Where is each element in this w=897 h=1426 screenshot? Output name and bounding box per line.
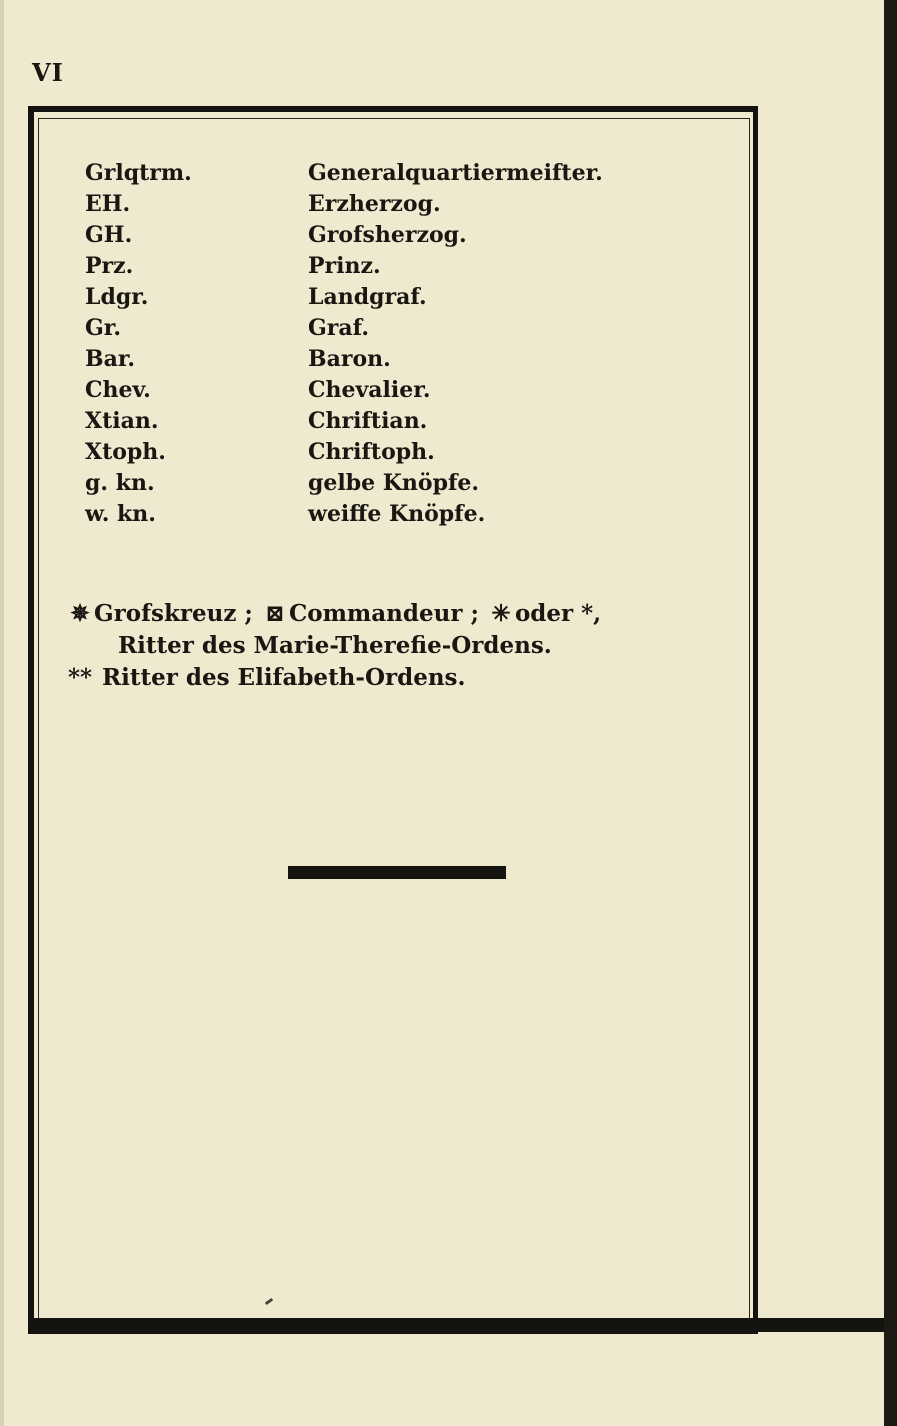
double-asterisk-icon: ** xyxy=(67,664,93,691)
frame-bottom-rule xyxy=(28,1318,884,1332)
abbreviation-row xyxy=(80,313,720,344)
knight-star-icon: ✳ xyxy=(491,600,511,627)
abbreviation: GH. xyxy=(85,222,133,248)
abbreviation-row xyxy=(80,468,720,499)
grand-cross-label: Grofskreuz ; xyxy=(94,600,253,627)
page-number: VI xyxy=(32,58,64,87)
abbreviation-row xyxy=(80,406,720,437)
legend-line-elisabeth xyxy=(66,662,756,694)
order-symbol-legend xyxy=(66,598,756,694)
abbreviation-meaning: Generalquartiermeifter. xyxy=(308,160,603,186)
abbreviation: Ldgr. xyxy=(85,284,149,310)
page-left-edge xyxy=(0,0,4,1426)
abbreviation: Xtian. xyxy=(85,408,159,434)
abbreviation-row xyxy=(80,344,720,375)
abbreviation-meaning: Chriftian. xyxy=(308,408,428,434)
abbreviation-row xyxy=(80,220,720,251)
knight-label: oder *, xyxy=(514,600,602,627)
abbreviation-row xyxy=(80,282,720,313)
commander-cross-icon: ⊠ xyxy=(265,600,285,627)
commander-label: Commandeur ; xyxy=(288,600,479,627)
abbreviation-meaning: Grofsherzog. xyxy=(308,222,467,248)
abbreviation-meaning: Chriftoph. xyxy=(308,439,435,465)
page-binding-edge xyxy=(884,0,897,1426)
abbreviation-row xyxy=(80,499,720,530)
abbreviation-row xyxy=(80,251,720,282)
abbreviation: g. kn. xyxy=(85,470,155,496)
abbreviation: Xtoph. xyxy=(85,439,166,465)
abbreviation: Prz. xyxy=(85,253,134,279)
abbreviation-table xyxy=(80,158,720,530)
abbreviation-meaning: Graf. xyxy=(308,315,369,341)
abbreviation-meaning: Landgraf. xyxy=(308,284,427,310)
legend-line-knight-order xyxy=(66,630,756,662)
abbreviation-row xyxy=(80,375,720,406)
elisabeth-order-description: Ritter des Elifabeth-Ordens. xyxy=(102,664,466,691)
abbreviation: Gr. xyxy=(85,315,122,341)
abbreviation-meaning: Chevalier. xyxy=(308,377,431,403)
legend-line-orders xyxy=(66,598,756,630)
abbreviation-meaning: weiffe Knöpfe. xyxy=(308,501,486,527)
abbreviation: Chev. xyxy=(85,377,151,403)
abbreviation: Bar. xyxy=(85,346,136,372)
section-divider-rule xyxy=(288,866,506,879)
knight-order-description: Ritter des Marie-Therefie-Ordens. xyxy=(118,632,552,659)
abbreviation-meaning: Prinz. xyxy=(308,253,381,279)
abbreviation: EH. xyxy=(85,191,131,217)
abbreviation-meaning: Baron. xyxy=(308,346,391,372)
abbreviation: Grlqtrm. xyxy=(85,160,192,186)
abbreviation-row xyxy=(80,189,720,220)
abbreviation-row xyxy=(80,158,720,189)
abbreviation-row xyxy=(80,437,720,468)
grand-cross-icon: ✵ xyxy=(70,600,90,627)
abbreviation-meaning: Erzherzog. xyxy=(308,191,441,217)
abbreviation: w. kn. xyxy=(85,501,156,527)
abbreviation-meaning: gelbe Knöpfe. xyxy=(308,470,480,496)
